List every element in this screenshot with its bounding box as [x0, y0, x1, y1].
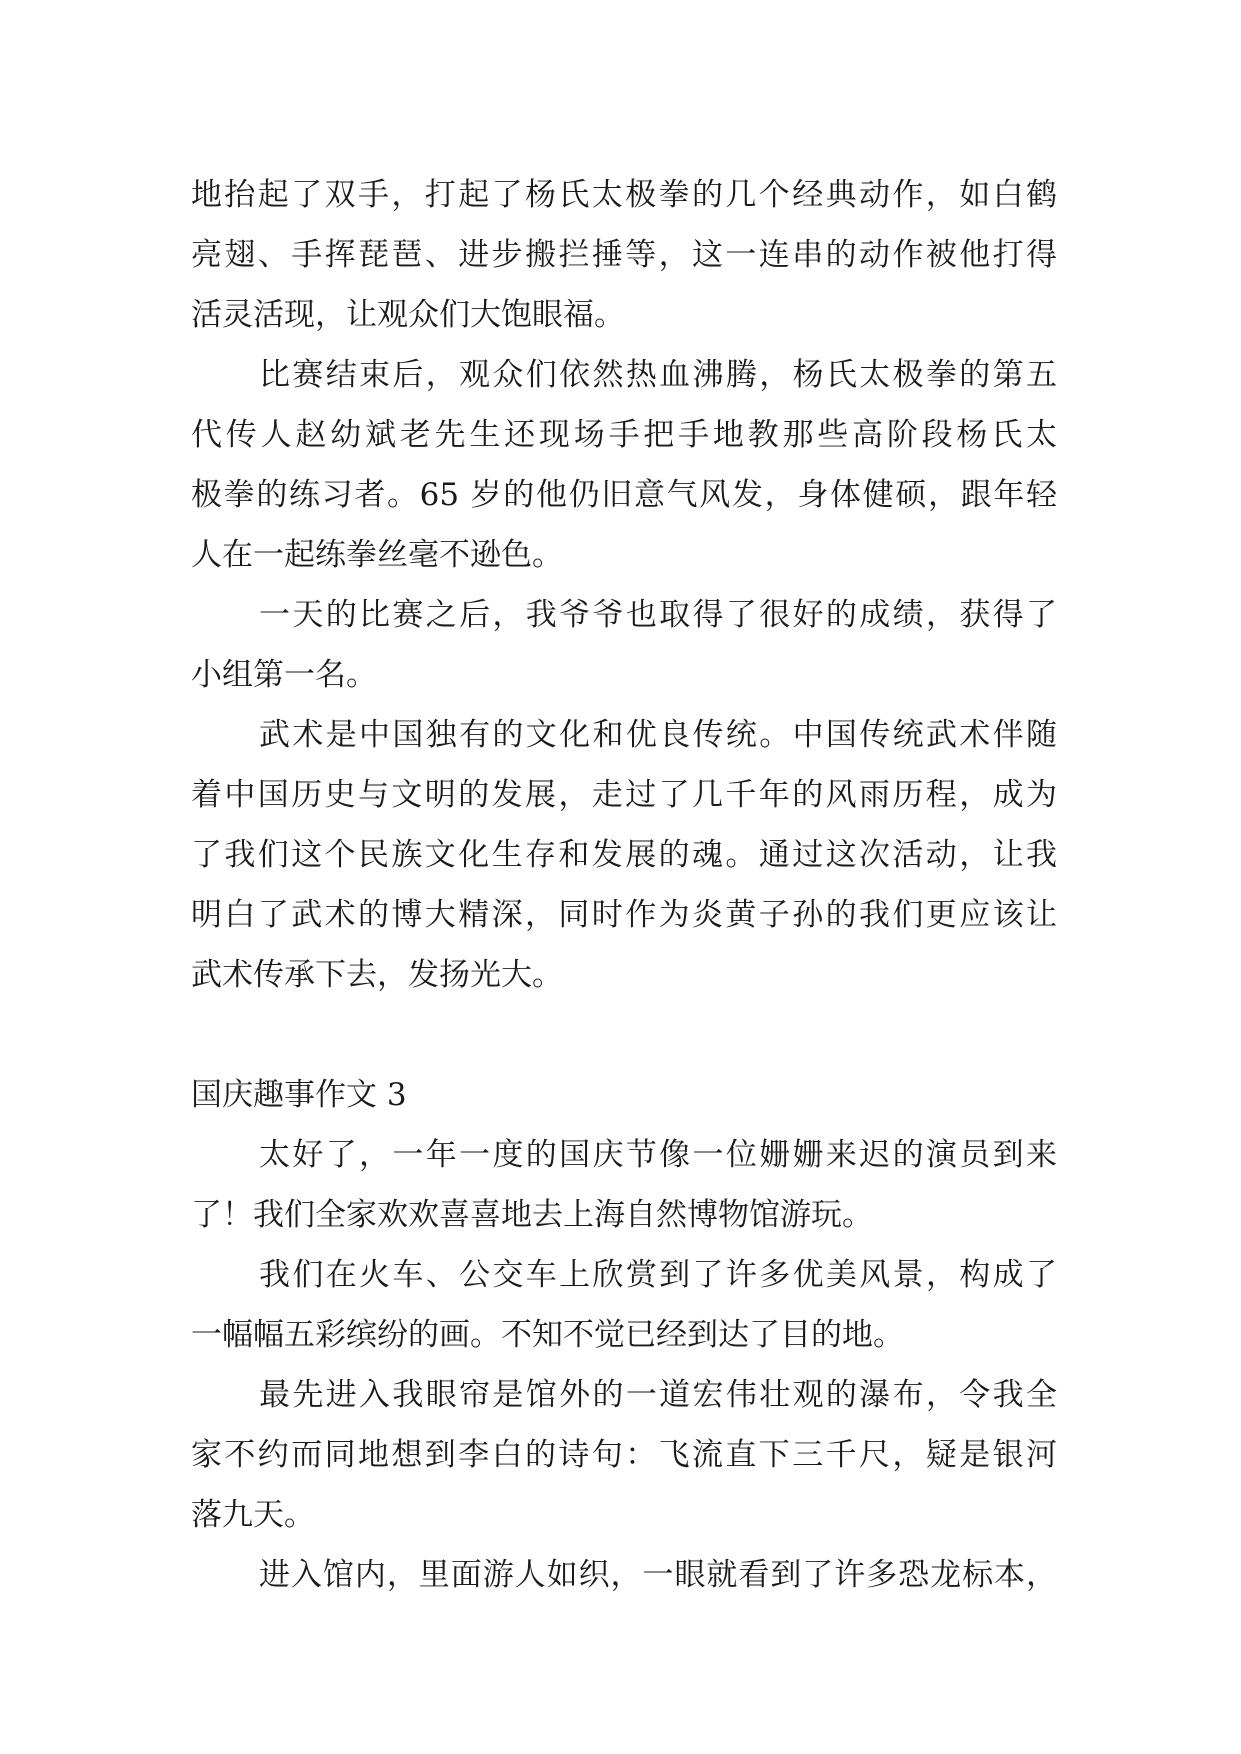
paragraph-line: 家不约而同地想到李白的诗句：飞流直下三千尺，疑是银河	[191, 1437, 1057, 1473]
paragraph-line: 武术是中国独有的文化和优良传统。中国传统武术伴随	[259, 717, 1057, 753]
paragraph	[191, 165, 1057, 345]
paragraph-line: 了！我们全家欢欢喜喜地去上海自然博物馆游玩。	[191, 1197, 873, 1233]
paragraph-line: 明白了武术的博大精深，同时作为炎黄子孙的我们更应该让	[191, 897, 1057, 933]
paragraph	[191, 1125, 1057, 1245]
paragraph-line: 活灵活现，让观众们大饱眼福。	[191, 297, 625, 333]
paragraph	[191, 585, 1057, 705]
document-body	[191, 165, 1057, 1605]
paragraph-line: 代传人赵幼斌老先生还现场手把手地教那些高阶段杨氏太	[191, 417, 1057, 453]
paragraph-line: 落九天。	[191, 1497, 315, 1533]
paragraph-line: 我们在火车、公交车上欣赏到了许多优美风景，构成了	[259, 1257, 1057, 1293]
paragraph	[191, 1245, 1057, 1365]
paragraph-line: 最先进入我眼帘是馆外的一道宏伟壮观的瀑布，令我全	[259, 1377, 1057, 1413]
paragraph-line: 亮翅、手挥琵琶、进步搬拦捶等，这一连串的动作被他打得	[191, 237, 1057, 273]
paragraph	[191, 705, 1057, 1005]
paragraph-line: 小组第一名。	[191, 657, 377, 693]
paragraph-line: 极拳的练习者。65 岁的他仍旧意气风发，身体健硕，跟年轻	[191, 477, 1057, 513]
paragraph-line: 一天的比赛之后，我爷爷也取得了很好的成绩，获得了	[259, 597, 1057, 633]
paragraph-line: 太好了，一年一度的国庆节像一位姗姗来迟的演员到来	[259, 1137, 1057, 1173]
section-title: 国庆趣事作文 3	[191, 1077, 407, 1113]
paragraph-line: 地抬起了双手，打起了杨氏太极拳的几个经典动作，如白鹤	[191, 177, 1057, 213]
paragraph	[191, 1545, 1057, 1605]
paragraph-line: 了我们这个民族文化生存和发展的魂。通过这次活动，让我	[191, 837, 1057, 873]
paragraph-line: 着中国历史与文明的发展，走过了几千年的风雨历程，成为	[191, 777, 1057, 813]
paragraph-line: 武术传承下去，发扬光大。	[191, 957, 563, 993]
paragraph	[191, 345, 1057, 585]
paragraph-line: 一幅幅五彩缤纷的画。不知不觉已经到达了目的地。	[191, 1317, 904, 1353]
paragraph-line: 进入馆内，里面游人如织，一眼就看到了许多恐龙标本，	[259, 1557, 1057, 1593]
paragraph	[191, 1365, 1057, 1545]
paragraph-line: 比赛结束后，观众们依然热血沸腾，杨氏太极拳的第五	[259, 357, 1057, 393]
paragraph-line: 人在一起练拳丝毫不逊色。	[191, 537, 563, 573]
blank-line	[191, 1005, 1057, 1065]
